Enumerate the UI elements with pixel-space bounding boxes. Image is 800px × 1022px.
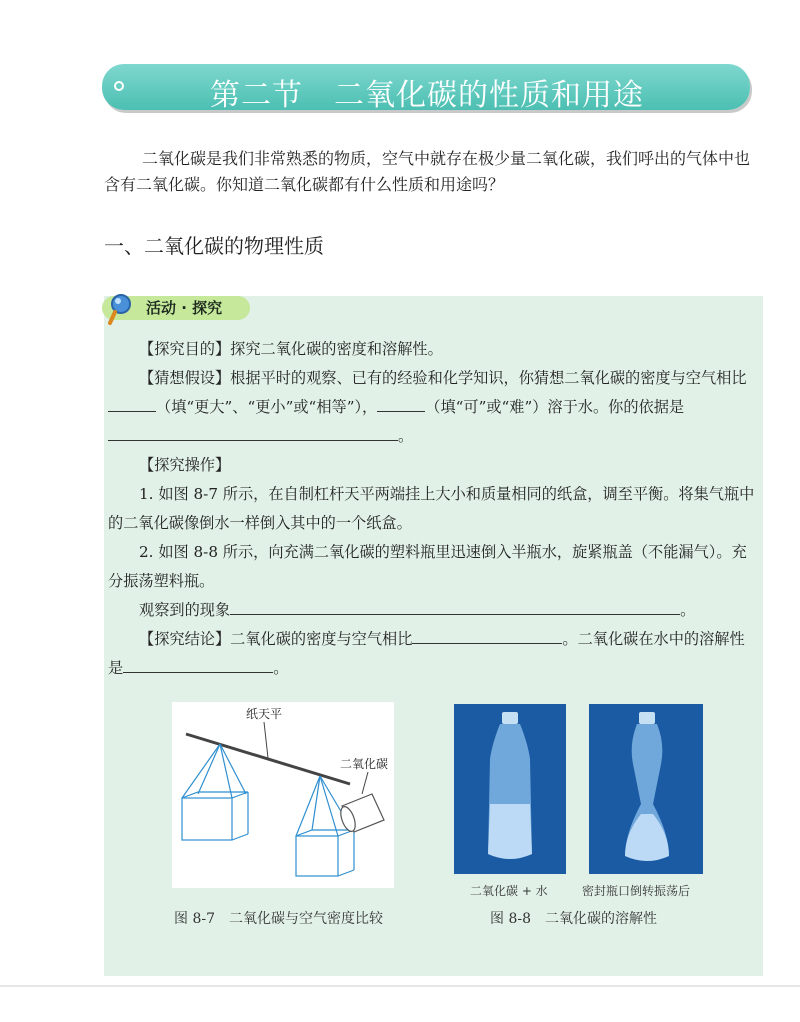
intro-paragraph: 二氧化碳是我们非常熟悉的物质，空气中就存在极少量二氧化碳，我们呼出的气体中也含有二氧化碳。你知道二氧化碳都有什么性质和用途吗？ <box>104 149 751 194</box>
operation-heading: 【探究操作】 <box>139 456 231 474</box>
activity-label: 活动 · 探究 <box>146 299 223 317</box>
conclusion-paragraph: 【探究结论】二氧化碳的密度与空气相比 。二氧化碳在水中的溶解性是 。 <box>108 630 745 677</box>
page-divider <box>0 985 800 987</box>
bottle-photo-after <box>589 704 703 874</box>
step-2: 2. 如图 8-8 所示，向充满二氧化碳的塑料瓶里迅速倒入半瓶水，旋紧瓶盖（不能漏气）。充分振荡塑料瓶。 <box>108 543 747 590</box>
figure-8-7 <box>172 702 394 888</box>
observation-line: 观察到的现象 。 <box>139 601 696 619</box>
step-1: 1. 如图 8-7 所示，在自制杠杆天平两端挂上大小和质量相同的纸盒，调至平衡。将集气瓶中的二氧化碳像倒水一样倒入其中的一个纸盒。 <box>108 485 755 532</box>
page-title: 第二节 二氧化碳的性质和用途 <box>210 78 644 113</box>
activity-body <box>108 335 756 683</box>
section-heading: 一、二氧化碳的物理性质 <box>104 234 324 258</box>
answer-blank <box>108 426 398 441</box>
figure-8-8-caption: 图 8-8 二氧化碳的溶解性 <box>490 911 657 927</box>
co2-label: 二氧化碳 <box>340 757 389 771</box>
bottle-sublabel-right: 密封瓶口倒转振荡后 <box>582 884 691 898</box>
balance-label: 纸天平 <box>246 707 283 721</box>
answer-blank <box>377 397 425 412</box>
bullet-icon <box>114 81 124 91</box>
answer-blank <box>123 658 273 673</box>
magnifier-icon <box>107 292 135 326</box>
section-title-banner <box>102 64 750 113</box>
purpose-line: 【探究目的】探究二氧化碳的密度和溶解性。 <box>139 340 443 358</box>
paper-balance-drawing <box>172 702 394 888</box>
bottle-photo-before <box>454 704 566 874</box>
answer-blank <box>230 600 680 615</box>
figure-8-7-caption: 图 8-7 二氧化碳与空气密度比较 <box>174 911 383 927</box>
answer-blank <box>412 629 562 644</box>
bottle-sublabel-left: 二氧化碳 + 水 <box>470 884 548 898</box>
answer-blank <box>108 397 156 412</box>
hypothesis-paragraph: 【猜想假设】根据平时的观察、已有的经验和化学知识，你猜想二氧化碳的密度与空气相比（填“更大”、“更小”或“相等”）， （填“可”或“难”）溶于水。你的依据是。 <box>108 364 756 451</box>
